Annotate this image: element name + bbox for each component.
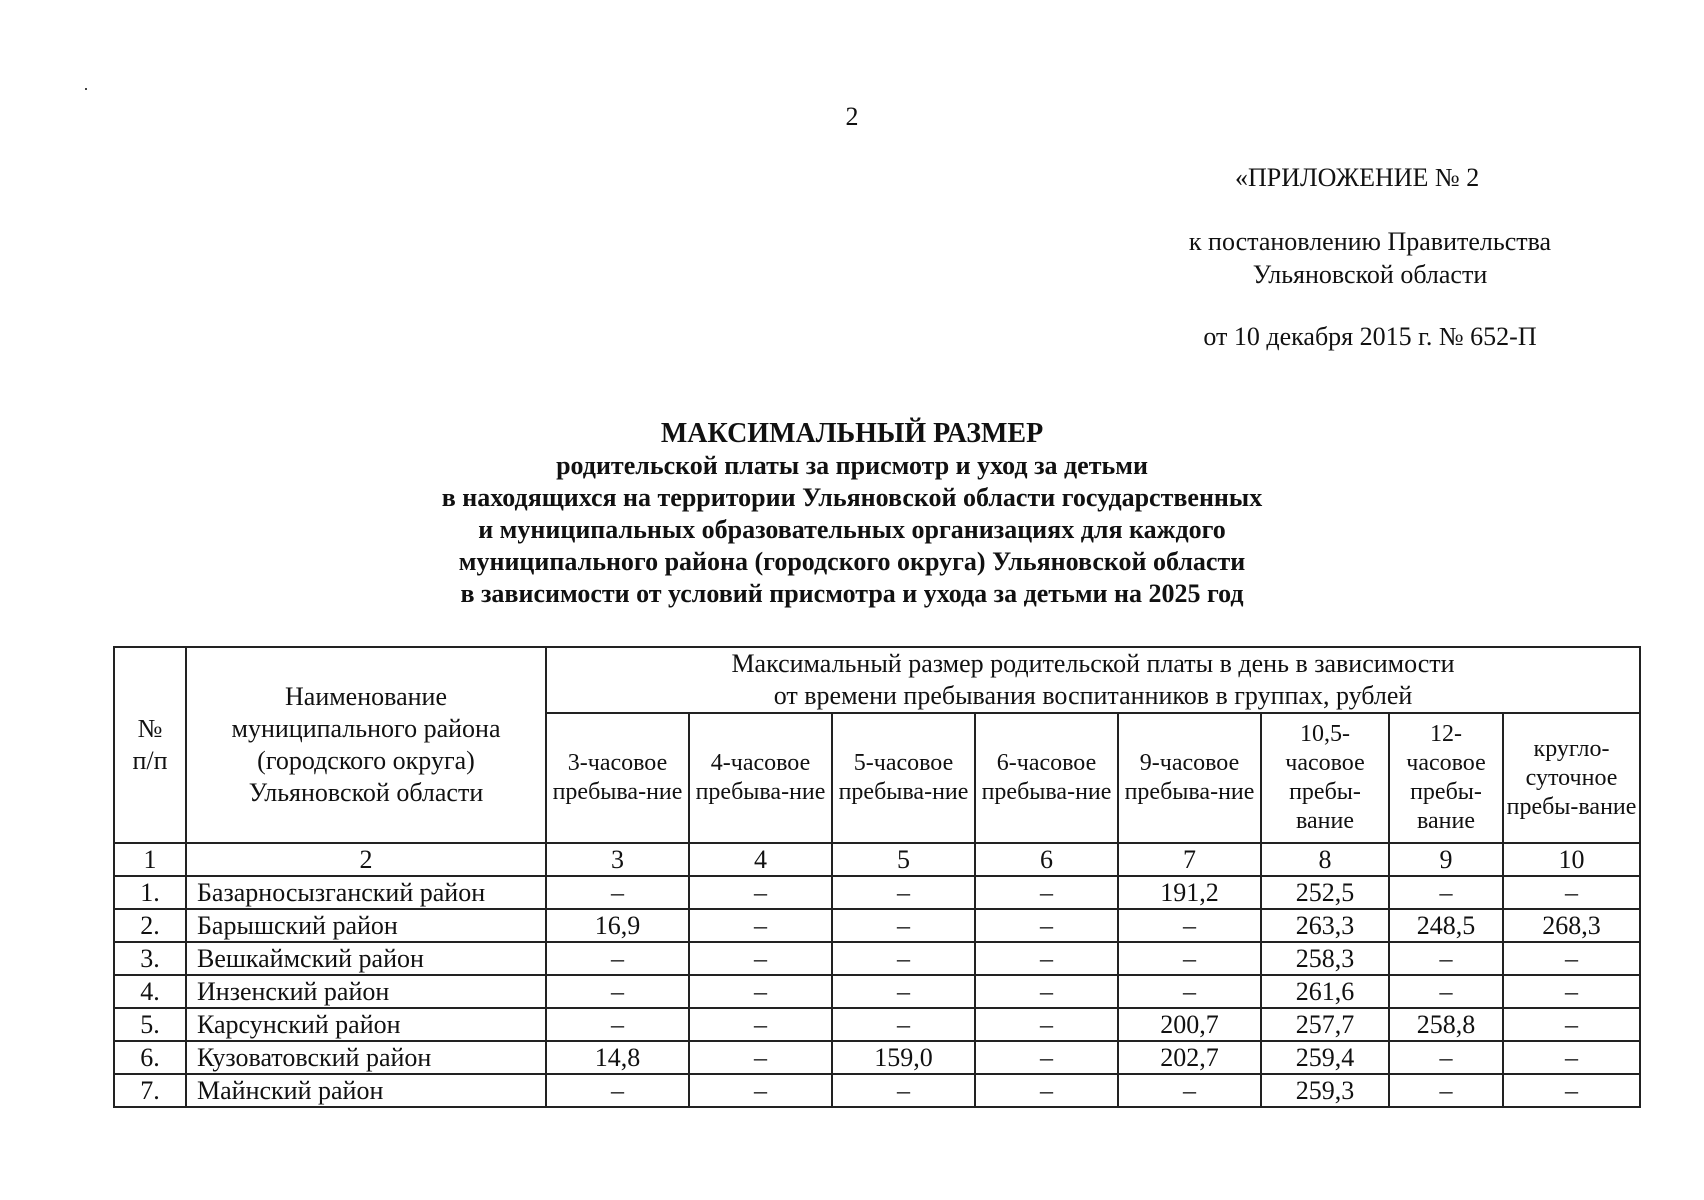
district-name: Карсунский район bbox=[186, 1008, 546, 1041]
row-number: 2. bbox=[114, 909, 186, 942]
district-name: Вешкаймский район bbox=[186, 942, 546, 975]
district-name: Кузоватовский район bbox=[186, 1041, 546, 1074]
sub-header-10-5h: 10,5-часовое пребы-вание bbox=[1261, 713, 1389, 843]
fee-value: – bbox=[975, 876, 1118, 909]
table-row bbox=[114, 876, 1640, 909]
fee-value: 252,5 bbox=[1261, 876, 1389, 909]
row-number: 5. bbox=[114, 1008, 186, 1041]
column-number: 3 bbox=[546, 843, 689, 876]
district-name: Базарносызганский район bbox=[186, 876, 546, 909]
fee-value: – bbox=[975, 1074, 1118, 1107]
fee-value: – bbox=[975, 1008, 1118, 1041]
fee-value: – bbox=[1503, 1041, 1640, 1074]
fee-value: 257,7 bbox=[1261, 1008, 1389, 1041]
group-header-line-2: от времени пребывания воспитанников в группах, рублей bbox=[773, 681, 1413, 710]
fee-value: 258,3 bbox=[1261, 942, 1389, 975]
column-number: 1 bbox=[114, 843, 186, 876]
fee-value: – bbox=[546, 1074, 689, 1107]
fee-value: – bbox=[1503, 876, 1640, 909]
fee-value: 263,3 bbox=[1261, 909, 1389, 942]
fee-value: – bbox=[1503, 942, 1640, 975]
fee-value: – bbox=[1118, 1074, 1261, 1107]
fee-value: – bbox=[689, 1008, 832, 1041]
column-numbers-row bbox=[114, 843, 1640, 876]
table-row bbox=[114, 1074, 1640, 1107]
sub-header-6h: 6-часовое пребыва-ние bbox=[975, 713, 1118, 843]
fee-value: 16,9 bbox=[546, 909, 689, 942]
fee-value: – bbox=[689, 876, 832, 909]
fee-value: – bbox=[832, 975, 975, 1008]
column-number: 9 bbox=[1389, 843, 1503, 876]
col-name-header: Наименование муниципального района (городского округа) Ульяновской области bbox=[186, 647, 546, 843]
scan-speck bbox=[85, 88, 87, 90]
district-name: Инзенский район bbox=[186, 975, 546, 1008]
fee-value: 259,3 bbox=[1261, 1074, 1389, 1107]
fee-value: – bbox=[1118, 942, 1261, 975]
fee-value: – bbox=[1118, 909, 1261, 942]
column-number: 8 bbox=[1261, 843, 1389, 876]
table-row bbox=[114, 1041, 1640, 1074]
column-number: 5 bbox=[832, 843, 975, 876]
fee-value: 14,8 bbox=[546, 1041, 689, 1074]
table-body bbox=[114, 876, 1640, 1107]
sub-header-24h: кругло-суточное пребы-вание bbox=[1503, 713, 1640, 843]
header-row-1 bbox=[114, 647, 1640, 713]
resolution-date: от 10 декабря 2015 г. № 652-П bbox=[1203, 322, 1537, 351]
fee-value: 261,6 bbox=[1261, 975, 1389, 1008]
fee-value: – bbox=[1503, 975, 1640, 1008]
table-head bbox=[114, 647, 1640, 876]
fee-value: – bbox=[1389, 876, 1503, 909]
appendix-label: «ПРИЛОЖЕНИЕ № 2 bbox=[1235, 163, 1480, 192]
table-row bbox=[114, 942, 1640, 975]
document-title bbox=[0, 418, 1704, 610]
fee-value: – bbox=[546, 876, 689, 909]
fee-value: – bbox=[1389, 975, 1503, 1008]
sub-header-3h: 3-часовое пребыва-ние bbox=[546, 713, 689, 843]
title-line-6: в зависимости от условий присмотра и ухода за детьми на 2025 год bbox=[460, 579, 1244, 608]
column-number: 10 bbox=[1503, 843, 1640, 876]
row-number: 4. bbox=[114, 975, 186, 1008]
col-number-header: № п/п bbox=[114, 647, 186, 843]
group-header bbox=[546, 647, 1640, 713]
sub-header-4h: 4-часовое пребыва-ние bbox=[689, 713, 832, 843]
fee-value: – bbox=[832, 1074, 975, 1107]
fee-value: – bbox=[975, 975, 1118, 1008]
fee-value: – bbox=[1503, 1074, 1640, 1107]
sub-header-5h: 5-часовое пребыва-ние bbox=[832, 713, 975, 843]
fee-value: – bbox=[689, 942, 832, 975]
fee-value: – bbox=[1389, 1041, 1503, 1074]
fee-value: 191,2 bbox=[1118, 876, 1261, 909]
column-number: 7 bbox=[1118, 843, 1261, 876]
fee-value: – bbox=[546, 975, 689, 1008]
group-header-line-1: Максимальный размер родительской платы в день в зависимости bbox=[731, 649, 1455, 678]
fee-value: – bbox=[832, 876, 975, 909]
resolution-reference bbox=[1160, 225, 1580, 291]
sub-header-9h: 9-часовое пребыва-ние bbox=[1118, 713, 1261, 843]
fee-value: – bbox=[832, 1008, 975, 1041]
table-row bbox=[114, 909, 1640, 942]
fee-table bbox=[113, 646, 1641, 1108]
fee-value: – bbox=[689, 975, 832, 1008]
row-number: 3. bbox=[114, 942, 186, 975]
fee-value: – bbox=[689, 1041, 832, 1074]
page-number: 2 bbox=[845, 102, 859, 131]
column-number: 2 bbox=[186, 843, 546, 876]
fee-value: – bbox=[546, 942, 689, 975]
row-number: 7. bbox=[114, 1074, 186, 1107]
title-line-3: в находящихся на территории Ульяновской области государственных bbox=[441, 483, 1263, 512]
fee-value: 268,3 bbox=[1503, 909, 1640, 942]
fee-value: – bbox=[689, 909, 832, 942]
title-line-1: МАКСИМАЛЬНЫЙ РАЗМЕР bbox=[660, 418, 1044, 449]
sub-header-12h: 12-часовое пребы-вание bbox=[1389, 713, 1503, 843]
fee-value: 259,4 bbox=[1261, 1041, 1389, 1074]
title-line-4: и муниципальных образовательных организациях для каждого bbox=[478, 515, 1226, 544]
fee-value: – bbox=[546, 1008, 689, 1041]
fee-value: 248,5 bbox=[1389, 909, 1503, 942]
table-row bbox=[114, 975, 1640, 1008]
fee-value: 202,7 bbox=[1118, 1041, 1261, 1074]
fee-value: – bbox=[975, 942, 1118, 975]
table-row bbox=[114, 1008, 1640, 1041]
fee-value: – bbox=[832, 909, 975, 942]
fee-value: 258,8 bbox=[1389, 1008, 1503, 1041]
resolution-line-2: Ульяновской области bbox=[1252, 260, 1488, 289]
resolution-line-1: к постановлению Правительства bbox=[1188, 227, 1552, 256]
fee-value: – bbox=[1389, 1074, 1503, 1107]
fee-value: – bbox=[689, 1074, 832, 1107]
column-number: 6 bbox=[975, 843, 1118, 876]
fee-value: – bbox=[1118, 975, 1261, 1008]
fee-value: – bbox=[975, 1041, 1118, 1074]
column-number: 4 bbox=[689, 843, 832, 876]
fee-value: – bbox=[1389, 942, 1503, 975]
fee-value: – bbox=[832, 942, 975, 975]
district-name: Барышский район bbox=[186, 909, 546, 942]
fee-value: 159,0 bbox=[832, 1041, 975, 1074]
fee-value: – bbox=[1503, 1008, 1640, 1041]
fee-value: – bbox=[975, 909, 1118, 942]
row-number: 1. bbox=[114, 876, 186, 909]
row-number: 6. bbox=[114, 1041, 186, 1074]
title-line-5: муниципального района (городского округа) Ульяновской области bbox=[458, 547, 1246, 576]
fee-value: 200,7 bbox=[1118, 1008, 1261, 1041]
district-name: Майнский район bbox=[186, 1074, 546, 1107]
title-line-2: родительской платы за присмотр и уход за детьми bbox=[556, 451, 1148, 480]
